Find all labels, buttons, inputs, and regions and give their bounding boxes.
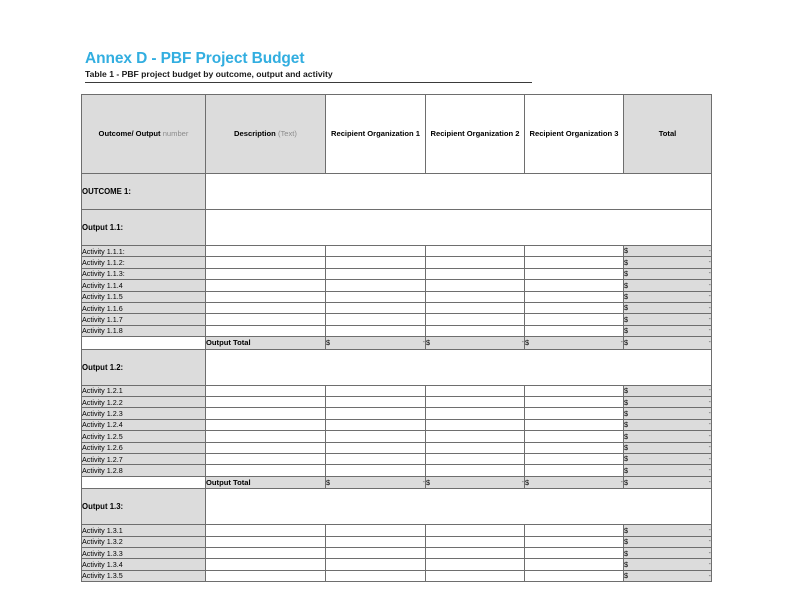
output-row	[82, 349, 712, 385]
activity-ro1-field[interactable]	[326, 302, 426, 313]
activity-ro2-field[interactable]	[426, 268, 525, 279]
column-header-label: Recipient Organization 1	[330, 129, 421, 139]
activity-ro1-field[interactable]	[326, 408, 426, 419]
activity-row	[82, 559, 712, 570]
output-description-field[interactable]	[206, 210, 712, 246]
amount-value: -	[708, 444, 711, 452]
activity-ro2-field[interactable]	[426, 431, 525, 442]
activity-ro3-field[interactable]	[525, 570, 624, 581]
activity-ro1-field[interactable]	[326, 325, 426, 336]
activity-ro1-field[interactable]	[326, 536, 426, 547]
currency-symbol: $	[624, 326, 629, 336]
activity-ro3-field[interactable]	[525, 246, 624, 257]
currency-symbol: $	[624, 571, 629, 581]
amount-value: -	[708, 467, 711, 475]
output-total-label: Output Total	[206, 476, 326, 489]
activity-description-field[interactable]	[206, 257, 326, 268]
activity-ro1-field[interactable]	[326, 525, 426, 536]
budget-table	[81, 94, 712, 582]
activity-ro1-field[interactable]	[326, 548, 426, 559]
currency-symbol: $	[624, 338, 629, 348]
activity-ro1-field[interactable]	[326, 559, 426, 570]
activity-label: Activity 1.1.2:	[82, 257, 206, 268]
activity-description-field[interactable]	[206, 570, 326, 581]
activity-label: Activity 1.1.1:	[82, 246, 206, 257]
activity-ro3-field[interactable]	[525, 257, 624, 268]
table-header-row	[82, 95, 712, 174]
activity-label: Activity 1.1.5	[82, 291, 206, 302]
activity-ro3-field[interactable]	[525, 548, 624, 559]
output-total-ro2-cell[interactable]	[426, 476, 525, 489]
activity-ro3-field[interactable]	[525, 465, 624, 476]
activity-ro2-field[interactable]	[426, 465, 525, 476]
column-header-qualifier: number	[162, 129, 189, 139]
currency-symbol: $	[624, 246, 629, 256]
activity-row	[82, 442, 712, 453]
currency-symbol: $	[624, 537, 629, 547]
activity-row	[82, 419, 712, 430]
output-total-ro3-cell[interactable]	[525, 476, 624, 489]
amount-value: -	[708, 281, 711, 289]
activity-ro1-field[interactable]	[326, 385, 426, 396]
activity-ro1-field[interactable]	[326, 465, 426, 476]
activity-total-cell[interactable]	[624, 419, 712, 430]
amount-value: -	[708, 270, 711, 278]
activity-ro1-field[interactable]	[326, 453, 426, 464]
output-total-row	[82, 476, 712, 489]
currency-symbol: $	[624, 280, 629, 290]
activity-total-cell[interactable]	[624, 408, 712, 419]
activity-description-field[interactable]	[206, 525, 326, 536]
activity-ro2-field[interactable]	[426, 325, 525, 336]
activity-total-cell[interactable]	[624, 548, 712, 559]
activity-total-cell[interactable]	[624, 453, 712, 464]
amount-value: -	[708, 410, 711, 418]
amount-value: -	[708, 259, 711, 267]
currency-symbol: $	[624, 303, 629, 313]
amount-value: -	[708, 316, 711, 324]
activity-total-cell[interactable]	[624, 442, 712, 453]
column-header-5	[525, 95, 624, 174]
currency-symbol: $	[624, 477, 629, 487]
activity-label: Activity 1.2.1	[82, 385, 206, 396]
column-header-6	[624, 95, 712, 174]
column-header-qualifier: (Text)	[277, 129, 297, 139]
currency-symbol: $	[326, 338, 331, 348]
activity-row	[82, 408, 712, 419]
currency-symbol: $	[326, 477, 331, 487]
amount-value: -	[708, 479, 711, 486]
activity-row	[82, 257, 712, 268]
activity-label: Activity 1.1.7	[82, 314, 206, 325]
amount-value: -	[422, 339, 425, 347]
activity-ro1-field[interactable]	[326, 431, 426, 442]
activity-ro1-field[interactable]	[326, 397, 426, 408]
currency-symbol: $	[624, 465, 629, 475]
amount-value: -	[708, 304, 711, 312]
activity-row	[82, 385, 712, 396]
currency-symbol: $	[525, 477, 530, 487]
activity-ro3-field[interactable]	[525, 397, 624, 408]
activity-ro2-field[interactable]	[426, 548, 525, 559]
activity-row	[82, 431, 712, 442]
activity-label: Activity 1.2.2	[82, 397, 206, 408]
activity-ro3-field[interactable]	[525, 268, 624, 279]
activity-ro1-field[interactable]	[326, 442, 426, 453]
column-header-label: Outcome/ Output	[98, 129, 161, 139]
activity-total-cell[interactable]	[624, 325, 712, 336]
amount-value: -	[422, 479, 425, 486]
activity-description-field[interactable]	[206, 280, 326, 291]
activity-total-cell[interactable]	[624, 397, 712, 408]
activity-ro3-field[interactable]	[525, 442, 624, 453]
activity-ro2-field[interactable]	[426, 559, 525, 570]
activity-ro2-field[interactable]	[426, 408, 525, 419]
column-header-1	[82, 95, 206, 174]
activity-row	[82, 548, 712, 559]
amount-value: -	[708, 526, 711, 534]
header-divider	[85, 82, 532, 83]
activity-description-field[interactable]	[206, 453, 326, 464]
amount-value: -	[708, 387, 711, 395]
activity-description-field[interactable]	[206, 268, 326, 279]
column-header-4	[426, 95, 525, 174]
activity-total-cell[interactable]	[624, 314, 712, 325]
currency-symbol: $	[624, 269, 629, 279]
output-description-field[interactable]	[206, 349, 712, 385]
amount-value: -	[708, 549, 711, 557]
output-total-spacer	[82, 476, 206, 489]
currency-symbol: $	[525, 338, 530, 348]
activity-description-field[interactable]	[206, 431, 326, 442]
currency-symbol: $	[624, 257, 629, 267]
activity-total-cell[interactable]	[624, 465, 712, 476]
amount-value: -	[708, 293, 711, 301]
activity-row	[82, 570, 712, 581]
activity-description-field[interactable]	[206, 291, 326, 302]
activity-ro3-field[interactable]	[525, 559, 624, 570]
activity-ro2-field[interactable]	[426, 291, 525, 302]
activity-description-field[interactable]	[206, 442, 326, 453]
activity-ro1-field[interactable]	[326, 268, 426, 279]
activity-ro2-field[interactable]	[426, 442, 525, 453]
activity-description-field[interactable]	[206, 408, 326, 419]
activity-description-field[interactable]	[206, 419, 326, 430]
column-header-label: Recipient Organization 2	[430, 129, 520, 139]
activity-ro3-field[interactable]	[525, 536, 624, 547]
activity-row	[82, 465, 712, 476]
activity-total-cell[interactable]	[624, 559, 712, 570]
activity-ro3-field[interactable]	[525, 431, 624, 442]
activity-ro2-field[interactable]	[426, 257, 525, 268]
amount-value: -	[708, 339, 711, 347]
activity-label: Activity 1.2.3	[82, 408, 206, 419]
amount-value: -	[708, 572, 711, 580]
activity-description-field[interactable]	[206, 559, 326, 570]
currency-symbol: $	[426, 477, 431, 487]
output-total-grand-cell[interactable]	[624, 476, 712, 489]
activity-ro3-field[interactable]	[525, 291, 624, 302]
activity-total-cell[interactable]	[624, 246, 712, 257]
activity-row	[82, 325, 712, 336]
outcome-description-field[interactable]	[206, 174, 712, 210]
currency-symbol: $	[624, 548, 629, 558]
activity-label: Activity 1.3.2	[82, 536, 206, 547]
column-header-label: Description	[234, 129, 276, 139]
activity-ro3-field[interactable]	[525, 325, 624, 336]
activity-ro1-field[interactable]	[326, 314, 426, 325]
activity-ro3-field[interactable]	[525, 314, 624, 325]
activity-label: Activity 1.3.3	[82, 548, 206, 559]
currency-symbol: $	[624, 292, 629, 302]
output-total-ro3-cell[interactable]	[525, 337, 624, 350]
column-header-label: Recipient Organization 3	[529, 129, 619, 139]
output-total-ro1-cell[interactable]	[326, 476, 426, 489]
amount-value: -	[708, 421, 711, 429]
activity-row	[82, 536, 712, 547]
activity-label: Activity 1.3.1	[82, 525, 206, 536]
currency-symbol: $	[624, 525, 629, 535]
column-header-3	[326, 95, 426, 174]
currency-symbol: $	[624, 397, 629, 407]
activity-ro2-field[interactable]	[426, 314, 525, 325]
activity-row	[82, 453, 712, 464]
amount-value: -	[708, 247, 711, 255]
output-label: Output 1.2:	[82, 349, 206, 385]
amount-value: -	[620, 339, 623, 347]
amount-value: -	[708, 538, 711, 546]
activity-total-cell[interactable]	[624, 291, 712, 302]
amount-value: -	[708, 455, 711, 463]
activity-ro1-field[interactable]	[326, 291, 426, 302]
activity-label: Activity 1.1.6	[82, 302, 206, 313]
currency-symbol: $	[624, 420, 629, 430]
outcome-label: OUTCOME 1:	[82, 174, 206, 210]
activity-ro2-field[interactable]	[426, 419, 525, 430]
activity-total-cell[interactable]	[624, 570, 712, 581]
outcome-row	[82, 174, 712, 210]
activity-label: Activity 1.2.4	[82, 419, 206, 430]
activity-row	[82, 291, 712, 302]
activity-description-field[interactable]	[206, 536, 326, 547]
output-label: Output 1.1:	[82, 210, 206, 246]
activity-ro2-field[interactable]	[426, 453, 525, 464]
activity-ro1-field[interactable]	[326, 570, 426, 581]
column-header-2	[206, 95, 326, 174]
activity-description-field[interactable]	[206, 246, 326, 257]
activity-ro3-field[interactable]	[525, 419, 624, 430]
activity-total-cell[interactable]	[624, 525, 712, 536]
output-total-grand-cell[interactable]	[624, 337, 712, 350]
activity-description-field[interactable]	[206, 302, 326, 313]
activity-ro2-field[interactable]	[426, 570, 525, 581]
amount-value: -	[521, 339, 524, 347]
activity-total-cell[interactable]	[624, 268, 712, 279]
activity-ro3-field[interactable]	[525, 280, 624, 291]
activity-ro2-field[interactable]	[426, 302, 525, 313]
output-total-spacer	[82, 337, 206, 350]
output-total-ro1-cell[interactable]	[326, 337, 426, 350]
activity-label: Activity 1.2.6	[82, 442, 206, 453]
activity-total-cell[interactable]	[624, 280, 712, 291]
activity-ro2-field[interactable]	[426, 536, 525, 547]
output-row	[82, 489, 712, 525]
document-header	[85, 50, 545, 83]
activity-label: Activity 1.1.3:	[82, 268, 206, 279]
activity-ro2-field[interactable]	[426, 385, 525, 396]
amount-value: -	[708, 398, 711, 406]
activity-row	[82, 268, 712, 279]
activity-ro3-field[interactable]	[525, 302, 624, 313]
activity-ro2-field[interactable]	[426, 280, 525, 291]
currency-symbol: $	[624, 559, 629, 569]
column-header-label: Total	[658, 129, 677, 139]
activity-row	[82, 246, 712, 257]
currency-symbol: $	[624, 314, 629, 324]
activity-label: Activity 1.1.4	[82, 280, 206, 291]
currency-symbol: $	[426, 338, 431, 348]
activity-total-cell[interactable]	[624, 302, 712, 313]
output-description-field[interactable]	[206, 489, 712, 525]
activity-ro1-field[interactable]	[326, 246, 426, 257]
activity-ro2-field[interactable]	[426, 246, 525, 257]
amount-value: -	[708, 327, 711, 335]
activity-ro1-field[interactable]	[326, 419, 426, 430]
activity-ro3-field[interactable]	[525, 408, 624, 419]
activity-label: Activity 1.2.5	[82, 431, 206, 442]
currency-symbol: $	[624, 431, 629, 441]
output-total-ro2-cell[interactable]	[426, 337, 525, 350]
activity-description-field[interactable]	[206, 397, 326, 408]
activity-description-field[interactable]	[206, 385, 326, 396]
activity-ro2-field[interactable]	[426, 525, 525, 536]
activity-ro1-field[interactable]	[326, 280, 426, 291]
activity-row	[82, 280, 712, 291]
table-caption: Table 1 - PBF project budget by outcome, output and activity	[85, 68, 333, 79]
activity-label: Activity 1.1.8	[82, 325, 206, 336]
activity-description-field[interactable]	[206, 548, 326, 559]
output-total-label: Output Total	[206, 337, 326, 350]
activity-label: Activity 1.3.4	[82, 559, 206, 570]
amount-value: -	[708, 561, 711, 569]
activity-total-cell[interactable]	[624, 536, 712, 547]
activity-total-cell[interactable]	[624, 257, 712, 268]
activity-ro1-field[interactable]	[326, 257, 426, 268]
activity-label: Activity 1.2.8	[82, 465, 206, 476]
currency-symbol: $	[624, 443, 629, 453]
page-title: Annex D - PBF Project Budget	[85, 50, 305, 67]
amount-value: -	[708, 432, 711, 440]
activity-description-field[interactable]	[206, 465, 326, 476]
activity-description-field[interactable]	[206, 314, 326, 325]
output-label: Output 1.3:	[82, 489, 206, 525]
activity-row	[82, 397, 712, 408]
currency-symbol: $	[624, 454, 629, 464]
activity-ro3-field[interactable]	[525, 385, 624, 396]
amount-value: -	[521, 479, 524, 486]
activity-total-cell[interactable]	[624, 385, 712, 396]
activity-description-field[interactable]	[206, 325, 326, 336]
activity-ro2-field[interactable]	[426, 397, 525, 408]
activity-ro3-field[interactable]	[525, 453, 624, 464]
activity-ro3-field[interactable]	[525, 525, 624, 536]
output-total-row	[82, 337, 712, 350]
currency-symbol: $	[624, 386, 629, 396]
activity-label: Activity 1.3.5	[82, 570, 206, 581]
amount-value: -	[620, 479, 623, 486]
activity-total-cell[interactable]	[624, 431, 712, 442]
activity-row	[82, 302, 712, 313]
activity-row	[82, 525, 712, 536]
currency-symbol: $	[624, 408, 629, 418]
activity-label: Activity 1.2.7	[82, 453, 206, 464]
output-row	[82, 210, 712, 246]
activity-row	[82, 314, 712, 325]
